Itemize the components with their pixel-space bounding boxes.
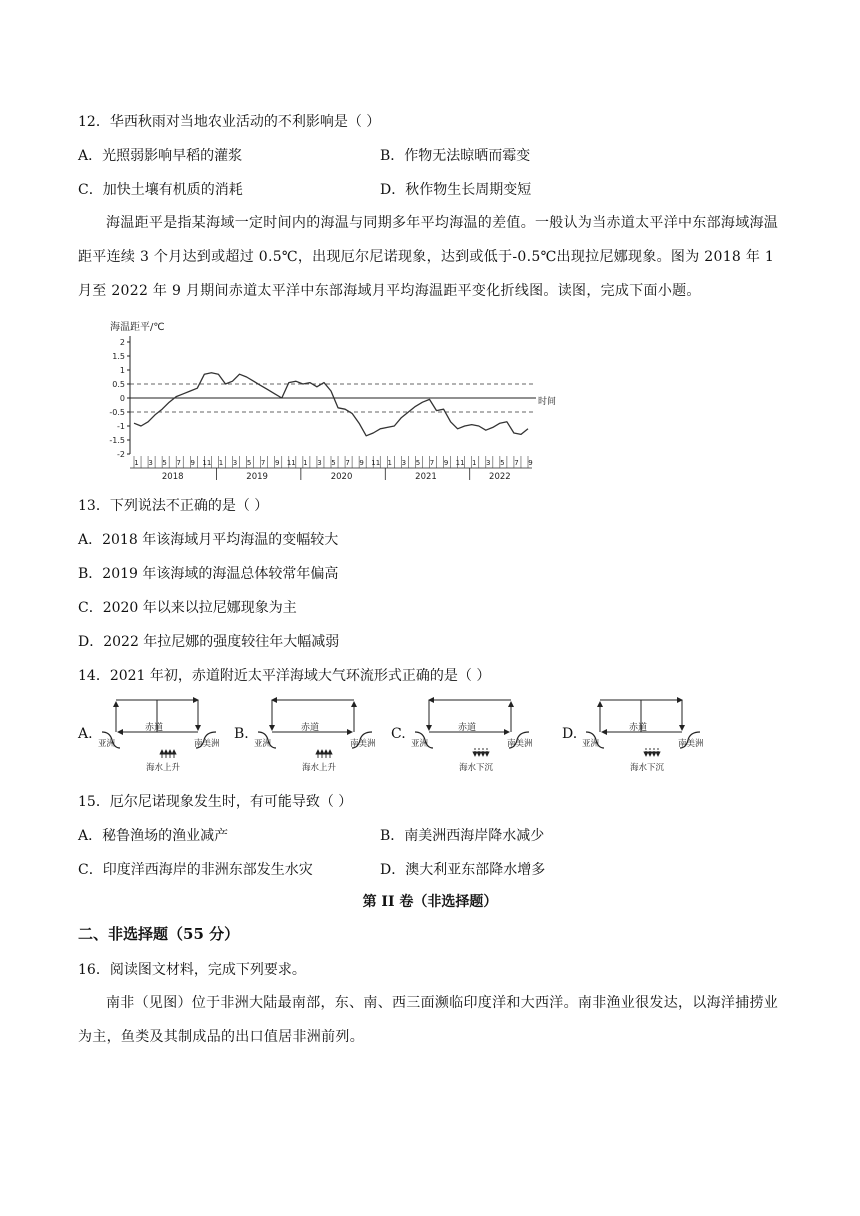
asia-label: 亚洲 [98, 739, 116, 749]
month-tick-label: 11 [286, 459, 296, 467]
month-tick-label: 1 [134, 459, 139, 467]
month-tick-label: 5 [500, 459, 505, 467]
q15-option-b: B．南美洲西海岸降水减少 [380, 828, 545, 844]
month-tick-label: 9 [443, 459, 449, 467]
south-america-label: 南美洲 [678, 739, 704, 749]
month-tick-label: 1 [387, 459, 393, 467]
asia-label: 亚洲 [254, 739, 272, 749]
q12-stem: 12．华西秋雨对当地农业活动的不利影响是（ ） [78, 114, 381, 130]
y-tick-label: -0.5 [109, 408, 125, 417]
month-tick-label: 5 [246, 459, 252, 467]
material-paragraph [78, 206, 784, 308]
chart-y-axis [109, 336, 130, 459]
month-tick-label: 11 [455, 459, 465, 467]
water-motion-label: 海水上升 [146, 763, 181, 772]
y-tick-label: 0.5 [112, 380, 125, 389]
q15-option-c: C．印度洋西海岸的非洲东部发生水灾 [78, 862, 313, 878]
q14-stem: 14．2021 年初，赤道附近太平洋海域大气环流形式正确的是（ ） [78, 668, 491, 684]
month-tick-label: 7 [260, 459, 266, 467]
chart-reference-lines [130, 384, 536, 412]
month-tick-label: 9 [528, 459, 533, 467]
q15-option-a: A．秘鲁渔场的渔业减产 [78, 828, 229, 844]
chart-series [134, 373, 528, 436]
q16-paragraph [78, 986, 784, 1054]
circulation-diagram [411, 692, 541, 772]
circulation-diagram [98, 692, 228, 772]
month-tick-label: 5 [331, 459, 336, 467]
south-america-label: 南美洲 [194, 739, 220, 749]
y-tick-label: -2 [117, 450, 125, 459]
q15-option-d: D．澳大利亚东部降水增多 [380, 862, 546, 878]
month-tick-label: 1 [303, 459, 308, 467]
month-tick-label: 7 [345, 459, 350, 467]
q14-option-a [78, 692, 228, 772]
q12-option-d: D．秋作物生长周期变短 [380, 182, 532, 198]
q12-option-c: C．加快土壤有机质的消耗 [78, 182, 243, 198]
asia-label: 亚洲 [411, 739, 429, 749]
q13-stem: 13．下列说法不正确的是（ ） [78, 498, 269, 514]
month-tick-label: 3 [148, 459, 153, 467]
q14-option-d [562, 692, 712, 772]
month-tick-label: 3 [232, 459, 238, 467]
q14-option-c [391, 692, 541, 772]
circulation-diagram [582, 692, 712, 772]
water-motion-label: 海水下沉 [459, 763, 494, 772]
month-tick-label: 11 [202, 459, 212, 467]
q13-option-b: B．2019 年该海域的海温总体较常年偏高 [78, 566, 339, 582]
month-tick-label: 1 [218, 459, 224, 467]
month-tick-label: 7 [176, 459, 181, 467]
water-motion-label: 海水下沉 [630, 763, 665, 772]
month-tick-label: 1 [471, 459, 477, 467]
material-text: 海温距平是指某海域一定时间内的海温与同期多年平均海温的差值。一般认为当赤道太平洋中东部海域海温距平连续 3 个月达到或超过 0.5℃，出现厄尔尼诺现象，达到或低于-0.5℃出现拉尼娜现象。图为 2018 年 1 月至 2022 年 9 月期间赤道太平洋中东部海域月平均海温距平变化折线图。读图，完成下面小题。 [78, 215, 779, 299]
q14-option-letter: C. [391, 726, 406, 742]
chart-xlabel: 时间 [538, 397, 557, 407]
q13-option-c: C．2020 年以来以拉尼娜现象为主 [78, 600, 297, 616]
volume-title: 第 II 卷（非选择题） [362, 894, 498, 910]
south-america-label: 南美洲 [350, 739, 376, 749]
q16-text: 南非（见图）位于非洲大陆最南部，东、南、西三面濒临印度洋和大西洋。南非渔业很发达，以海洋捕捞业为主，鱼类及其制成品的出口值居非洲前列。 [78, 995, 779, 1045]
q14-option-letter: A. [78, 726, 93, 742]
year-label: 2021 [415, 472, 437, 482]
year-label: 2019 [246, 472, 268, 482]
sst-anomaly-chart [100, 318, 560, 488]
equator-label: 赤道 [301, 723, 320, 733]
y-tick-label: 2 [119, 338, 125, 347]
section-heading: 二、非选择题（55 分） [78, 925, 240, 943]
series-line [134, 373, 528, 436]
month-tick-label: 5 [415, 459, 421, 467]
month-tick-label: 7 [514, 459, 519, 467]
chart-x-axis [130, 456, 533, 482]
chart-ylabel: 海温距平/℃ [110, 322, 165, 333]
q14-option-letter: B. [234, 726, 249, 742]
q12-option-a: A．光照弱影响早稻的灌浆 [78, 148, 243, 164]
y-tick-label: 1.5 [112, 352, 125, 361]
month-tick-label: 9 [190, 459, 196, 467]
month-tick-label: 9 [359, 459, 364, 467]
month-tick-label: 5 [162, 459, 167, 467]
asia-label: 亚洲 [582, 739, 600, 749]
y-tick-label: -1 [117, 422, 125, 431]
month-tick-label: 3 [486, 459, 491, 467]
y-tick-label: -1.5 [109, 436, 125, 445]
month-tick-label: 9 [274, 459, 280, 467]
y-tick-label: 0 [119, 394, 125, 403]
month-tick-label: 7 [429, 459, 435, 467]
equator-label: 赤道 [629, 723, 648, 733]
month-tick-label: 3 [317, 459, 322, 467]
equator-label: 赤道 [145, 723, 164, 733]
south-america-label: 南美洲 [507, 739, 533, 749]
q13-option-a: A．2018 年该海域月平均海温的变幅较大 [78, 532, 339, 548]
year-label: 2022 [489, 472, 511, 482]
q16-stem: 16．阅读图文材料，完成下列要求。 [78, 962, 306, 978]
q14-option-b [234, 692, 384, 772]
equator-label: 赤道 [458, 723, 477, 733]
q14-option-letter: D. [562, 726, 578, 742]
year-label: 2020 [330, 472, 353, 482]
month-tick-label: 11 [371, 459, 381, 467]
q15-stem: 15．厄尔尼诺现象发生时，有可能导致（ ） [78, 794, 353, 810]
water-motion-label: 海水上升 [302, 763, 337, 772]
y-tick-label: 1 [119, 366, 125, 375]
month-tick-label: 3 [401, 459, 407, 467]
year-label: 2018 [161, 472, 184, 482]
q14-diagram-options [78, 692, 798, 772]
q12-option-b: B．作物无法晾晒而霉变 [380, 148, 531, 164]
circulation-diagram [254, 692, 384, 772]
q13-option-d: D．2022 年拉尼娜的强度较往年大幅减弱 [78, 634, 340, 650]
